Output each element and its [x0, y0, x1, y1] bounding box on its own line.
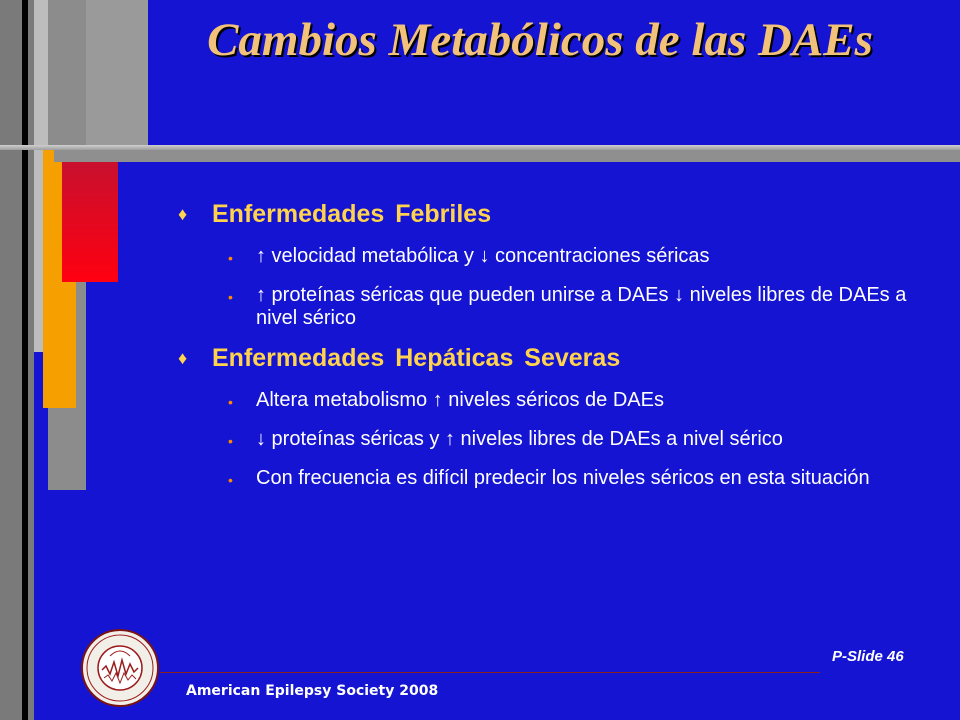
dot-bullet-icon: •	[228, 250, 233, 266]
slide-number: P-Slide 46	[832, 648, 904, 665]
title-underline-shadow	[54, 150, 960, 162]
footer-divider	[160, 672, 820, 673]
dot-bullet-icon: •	[228, 433, 233, 449]
society-seal-logo	[80, 628, 160, 708]
section-febriles	[178, 200, 918, 330]
diamond-bullet-icon: ♦	[178, 204, 188, 224]
decor-bar-black	[22, 0, 28, 720]
slide-title: Cambios Metabólicos de las DAEs	[207, 14, 873, 66]
section-heading: ♦ Enfermedades Hepáticas Severas	[178, 344, 621, 372]
list-item: • Altera metabolismo ↑ niveles séricos de DAEs	[228, 389, 918, 414]
section-heading: ♦ Enfermedades Febriles	[178, 200, 492, 228]
list-item: • ↑ velocidad metabólica y ↓ concentraciones séricas	[228, 245, 918, 270]
diamond-bullet-icon: ♦	[178, 348, 188, 368]
dot-bullet-icon: •	[228, 394, 233, 410]
title-underline	[0, 145, 960, 150]
list-item: • ↑ proteínas séricas que pueden unirse a DAEs ↓ niveles libres de DAEs a nivel sérico	[228, 284, 907, 329]
slide-content	[178, 200, 918, 506]
section-hepaticas	[178, 344, 918, 492]
dot-bullet-icon: •	[228, 472, 233, 488]
decor-bar-gray-dark	[0, 0, 34, 720]
list-item: • ↓ proteínas séricas y ↑ niveles libres de DAEs a nivel sérico	[228, 428, 918, 453]
footer-organization: American Epilepsy Society 2008	[186, 683, 439, 699]
dot-bullet-icon: •	[228, 289, 233, 305]
decor-bar-gray-top	[86, 0, 148, 150]
list-item: • Con frecuencia es difícil predecir los niveles séricos en esta situación	[228, 467, 918, 492]
decor-bar-red	[62, 162, 118, 282]
